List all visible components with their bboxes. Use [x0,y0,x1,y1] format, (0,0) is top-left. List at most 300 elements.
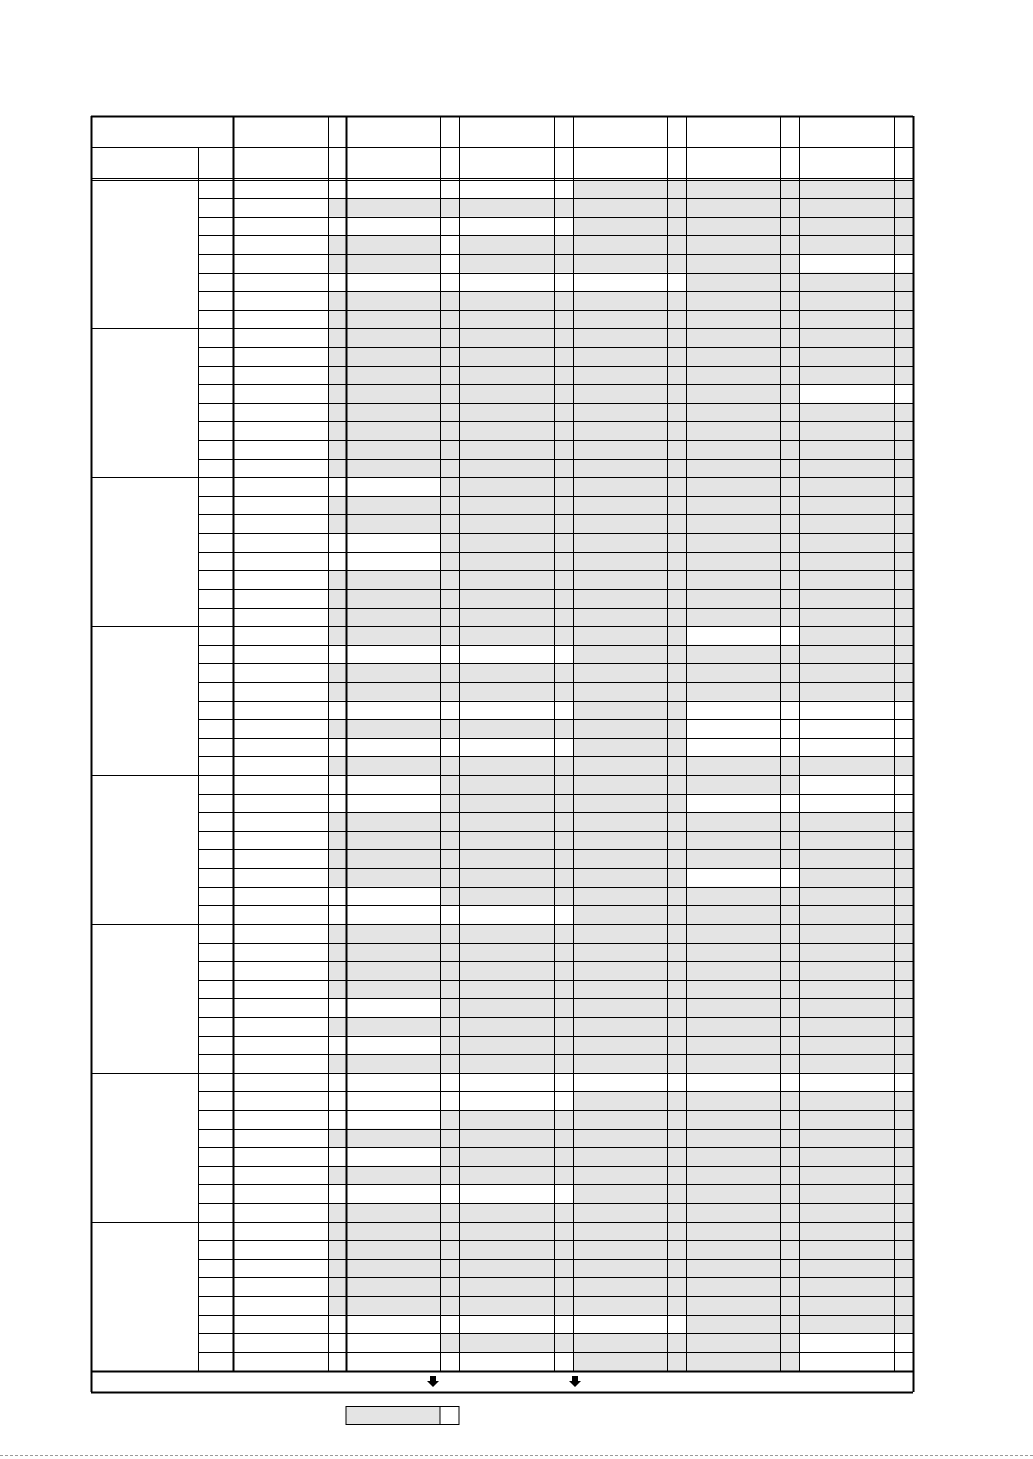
shaded-cell [440,328,459,347]
shaded-cell [780,1091,799,1110]
shaded-cell [440,887,459,906]
shaded-cell [667,291,686,310]
shaded-cell [667,1110,686,1129]
shaded-cell [459,254,554,273]
shaded-cell [459,421,554,440]
shaded-cell [667,1091,686,1110]
shaded-cell [799,310,894,329]
shaded-cell [686,403,780,422]
shaded-cell [686,831,780,850]
shaded-cell [799,887,894,906]
shaded-cell [780,756,799,775]
shaded-cell [780,328,799,347]
shaded-cell [894,235,913,254]
shaded-cell [799,1036,894,1055]
shaded-cell [686,1277,780,1296]
shaded-cell [554,868,573,887]
down-arrow-icon [427,1376,439,1387]
shaded-cell [686,924,780,943]
shaded-cell [667,1259,686,1278]
shaded-cell [440,1277,459,1296]
shaded-cell [573,1110,667,1129]
shaded-cell [346,849,440,868]
shaded-cell [894,1147,913,1166]
shaded-cell [686,180,780,199]
shaded-cell [459,1054,554,1073]
shaded-cell [554,961,573,980]
shaded-cell [573,719,667,738]
shaded-cell [894,1166,913,1185]
shaded-cell [459,347,554,366]
shaded-cell [894,924,913,943]
shaded-cell [667,1240,686,1259]
shaded-cell [459,924,554,943]
shaded-cell [440,1017,459,1036]
shaded-cell [328,254,346,273]
shaded-cell [894,1240,913,1259]
shaded-cell [894,756,913,775]
shaded-cell [686,1036,780,1055]
shaded-cell [440,291,459,310]
shaded-cell [573,1333,667,1352]
shaded-cell [686,998,780,1017]
shaded-cell [686,552,780,571]
shaded-cell [573,738,667,757]
shaded-cell [780,980,799,999]
shaded-cell [554,887,573,906]
shaded-cell [686,310,780,329]
shaded-cell [799,1315,894,1334]
shaded-cell [894,291,913,310]
shaded-cell [459,459,554,478]
shaded-cell [894,273,913,292]
shaded-cell [554,1259,573,1278]
shaded-cell [554,310,573,329]
shaded-cell [799,273,894,292]
shaded-cell [667,217,686,236]
shaded-cell [780,663,799,682]
shaded-cell [780,310,799,329]
shaded-cell [573,1203,667,1222]
shaded-cell [686,1203,780,1222]
shaded-cell [573,663,667,682]
shaded-cell [894,459,913,478]
shaded-cell [459,589,554,608]
shaded-cell [440,608,459,627]
shaded-cell [573,514,667,533]
shaded-cell [799,589,894,608]
shaded-cell [554,608,573,627]
shaded-cell [440,1054,459,1073]
shaded-cell [328,440,346,459]
shaded-cell [328,961,346,980]
shaded-cell [573,775,667,794]
shaded-cell [799,924,894,943]
shaded-cell [667,180,686,199]
shaded-cell [894,403,913,422]
shaded-cell [799,812,894,831]
shaded-cell [894,1036,913,1055]
shaded-cell [894,980,913,999]
shaded-cell [573,1166,667,1185]
shaded-cell [346,1129,440,1148]
shaded-cell [894,310,913,329]
shaded-cell [799,552,894,571]
shaded-cell [894,1184,913,1203]
shaded-cell [573,1017,667,1036]
shaded-cell [573,943,667,962]
shaded-cell [459,682,554,701]
shaded-cell [346,608,440,627]
shaded-cell [799,459,894,478]
shaded-cell [346,1296,440,1315]
shaded-cell [780,366,799,385]
shaded-cell [667,459,686,478]
shaded-cell [554,794,573,813]
shaded-cell [459,235,554,254]
shaded-cell [440,310,459,329]
shaded-cell [440,570,459,589]
shaded-cell [894,533,913,552]
shaded-cell [667,310,686,329]
shaded-cell [459,998,554,1017]
shaded-cell [686,1017,780,1036]
shaded-cell [459,403,554,422]
shaded-cell [894,1222,913,1241]
shaded-cell [686,1352,780,1371]
shaded-cell [328,347,346,366]
shaded-cell [894,552,913,571]
shaded-cell [799,440,894,459]
shaded-cell [780,831,799,850]
shaded-cell [346,254,440,273]
shaded-cell [440,496,459,515]
legend-shaded-box [346,1407,440,1425]
shaded-cell [799,1240,894,1259]
shaded-cell [667,905,686,924]
shaded-cell [780,1184,799,1203]
shaded-cell [799,608,894,627]
shaded-cell [440,198,459,217]
shaded-cell [328,663,346,682]
shaded-cell [554,235,573,254]
shaded-cell [667,1203,686,1222]
shaded-cell [667,868,686,887]
shaded-cell [573,626,667,645]
shaded-cell [667,1036,686,1055]
shaded-cell [459,608,554,627]
shaded-cell [686,1110,780,1129]
shaded-cell [573,887,667,906]
shaded-cell [780,1054,799,1073]
shaded-cell [440,831,459,850]
shaded-cell [328,1017,346,1036]
shaded-cell [799,943,894,962]
shaded-cell [554,1203,573,1222]
shaded-cell [459,366,554,385]
shaded-cell [573,1352,667,1371]
shaded-cell [780,273,799,292]
shaded-cell [799,645,894,664]
shaded-cell [780,570,799,589]
shaded-cell [459,756,554,775]
shaded-cell [686,328,780,347]
shaded-cell [667,552,686,571]
shaded-cell [667,1184,686,1203]
shaded-cell [686,645,780,664]
shaded-cell [780,1296,799,1315]
shaded-cell [459,291,554,310]
shaded-cell [346,868,440,887]
shaded-cell [780,421,799,440]
shaded-cell [573,961,667,980]
shaded-cell [667,198,686,217]
shaded-cell [573,1277,667,1296]
shaded-cell [346,291,440,310]
shaded-cell [667,1333,686,1352]
shaded-cell [686,273,780,292]
shaded-cell [554,775,573,794]
shaded-cell [686,459,780,478]
shaded-cell [573,254,667,273]
shaded-cell [328,1277,346,1296]
shaded-cell [799,366,894,385]
shaded-cell [780,589,799,608]
shaded-cell [799,198,894,217]
shaded-cell [459,328,554,347]
shaded-cell [667,384,686,403]
shaded-cell [554,663,573,682]
shaded-cell [686,1147,780,1166]
shaded-cell [573,589,667,608]
shaded-cell [346,626,440,645]
shaded-cell [459,1259,554,1278]
shaded-cell [667,924,686,943]
shaded-cell [894,887,913,906]
shaded-cell [573,403,667,422]
shaded-cell [328,198,346,217]
shaded-cell [667,775,686,794]
shaded-cell [667,980,686,999]
shaded-cell [780,198,799,217]
shaded-cell [346,980,440,999]
shaded-cell [440,403,459,422]
shaded-cell [667,608,686,627]
shaded-cell [328,1222,346,1241]
shaded-cell [780,1240,799,1259]
shaded-cell [554,384,573,403]
shaded-cell [328,1259,346,1278]
shaded-cell [440,589,459,608]
shaded-cell [459,626,554,645]
shaded-cell [894,1259,913,1278]
shaded-cell [554,1036,573,1055]
shaded-cell [799,1054,894,1073]
shaded-cell [328,943,346,962]
shaded-cell [667,682,686,701]
shaded-cell [686,682,780,701]
shaded-cell [440,1259,459,1278]
shaded-cell [328,1129,346,1148]
shaded-cell [780,552,799,571]
shaded-cell [346,924,440,943]
shaded-cell [667,794,686,813]
shaded-cell [573,924,667,943]
shaded-cell [573,421,667,440]
shaded-cell [667,347,686,366]
shaded-cell [686,849,780,868]
shaded-cell [686,514,780,533]
shaded-cell [667,533,686,552]
shaded-cell [894,514,913,533]
shaded-cell [780,775,799,794]
shaded-cell [440,477,459,496]
shaded-cell [667,887,686,906]
shaded-cell [894,682,913,701]
shaded-cell [573,980,667,999]
shaded-cell [440,533,459,552]
shaded-cell [328,1240,346,1259]
shaded-cell [894,328,913,347]
shaded-cell [459,719,554,738]
shaded-cell [780,961,799,980]
shaded-cell [780,235,799,254]
shaded-cell [554,1017,573,1036]
shaded-cell [440,366,459,385]
shaded-cell [346,1054,440,1073]
shaded-cell [686,905,780,924]
shaded-cell [346,570,440,589]
shaded-cell [780,477,799,496]
shaded-cell [459,552,554,571]
shaded-cell [328,1166,346,1185]
shaded-cell [894,180,913,199]
shaded-cell [440,421,459,440]
shaded-cell [440,682,459,701]
shaded-cell [554,496,573,515]
shaded-cell [894,366,913,385]
shaded-cell [667,961,686,980]
shaded-cell [459,477,554,496]
shaded-cell [440,961,459,980]
legend-empty-box [440,1407,459,1425]
shaded-cell [328,719,346,738]
shaded-cell [686,217,780,236]
shaded-cell [573,477,667,496]
shaded-cell [894,496,913,515]
shaded-cell [894,812,913,831]
shaded-cell [780,291,799,310]
shaded-cell [799,496,894,515]
shaded-cell [328,1203,346,1222]
shaded-cell [459,943,554,962]
shaded-cell [554,1222,573,1241]
shaded-cell [440,1296,459,1315]
shaded-cell [346,812,440,831]
shaded-cell [686,235,780,254]
shaded-cell [799,235,894,254]
shaded-cell [554,1240,573,1259]
shaded-cell [459,961,554,980]
shaded-cell [573,1184,667,1203]
shaded-cell [667,254,686,273]
shaded-cell [573,905,667,924]
shaded-cell [894,998,913,1017]
shaded-cell [554,514,573,533]
shaded-cell [328,496,346,515]
shaded-cell [799,961,894,980]
shaded-cell [328,1296,346,1315]
shaded-cell [346,831,440,850]
shaded-cell [346,663,440,682]
shaded-cell [573,310,667,329]
shaded-cell [686,1184,780,1203]
shaded-cell [440,552,459,571]
shaded-cell [667,738,686,757]
shaded-cell [799,514,894,533]
shaded-cell [780,1203,799,1222]
shaded-cell [459,198,554,217]
shaded-cell [667,998,686,1017]
shaded-cell [573,1091,667,1110]
shaded-cell [894,1017,913,1036]
shaded-cell [459,1129,554,1148]
shaded-cell [686,421,780,440]
shaded-cell [328,514,346,533]
shaded-cell [459,384,554,403]
shaded-cell [459,570,554,589]
shaded-cell [780,496,799,515]
shaded-cell [573,756,667,775]
shaded-cell [780,1166,799,1185]
shaded-cell [799,756,894,775]
shaded-cell [780,254,799,273]
shaded-cell [440,626,459,645]
shaded-cell [573,459,667,478]
shaded-cell [440,440,459,459]
shaded-cell [780,998,799,1017]
shaded-cell [780,1277,799,1296]
shaded-cell [554,366,573,385]
shaded-cell [667,328,686,347]
shaded-cell [328,756,346,775]
shaded-cell [799,682,894,701]
shaded-cell [667,849,686,868]
shaded-cell [328,831,346,850]
shaded-cell [894,198,913,217]
shaded-cell [554,1054,573,1073]
shaded-cell [440,459,459,478]
shaded-cell [459,831,554,850]
shaded-cell [459,1166,554,1185]
shaded-cell [346,514,440,533]
shaded-cell [799,849,894,868]
shaded-cell [440,812,459,831]
shaded-cell [459,1147,554,1166]
shaded-cell [799,868,894,887]
shaded-cell [440,384,459,403]
shaded-cell [686,254,780,273]
shaded-cell [894,831,913,850]
shaded-cell [554,347,573,366]
shaded-cell [667,1147,686,1166]
shaded-cell [554,1129,573,1148]
shaded-cell [686,440,780,459]
shaded-cell [440,1036,459,1055]
shaded-cell [573,496,667,515]
shaded-cell [554,533,573,552]
shaded-cell [346,366,440,385]
